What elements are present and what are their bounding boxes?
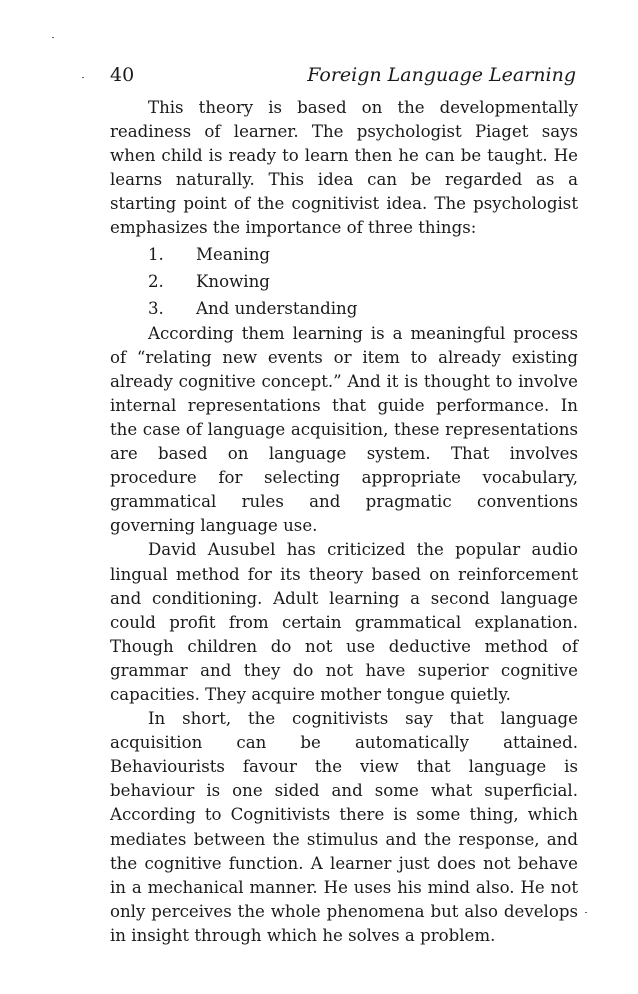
list-text: Knowing — [196, 271, 270, 291]
list-text: Meaning — [196, 244, 271, 264]
body-text — [110, 96, 578, 948]
list-text: And understanding — [196, 298, 358, 318]
paragraph: According them learning is a meaningful process of “relating new events or item to already existing already cognitive concept.” And it is thought to involve internal representations that guide performance. In the case of language acquisition, these representations are based on language system. That involves procedure for selecting appropriate vocabulary, grammatical rules and pragmatic conventions governing language use. — [110, 323, 578, 536]
list-item — [110, 295, 578, 322]
scan-speck — [82, 77, 84, 78]
scan-speck — [585, 912, 587, 913]
list-item — [110, 241, 578, 268]
list-item — [110, 268, 578, 295]
numbered-list — [110, 241, 578, 322]
paragraph: This theory is based on the developmentally readiness of learner. The psychologist Piaget says when child is ready to learn then he can be taught. He learns naturally. This idea can be regarded as a starting point of the cognitivist idea. The psychologist emphasizes the importance of three things: — [110, 98, 578, 238]
scan-speck — [52, 37, 54, 38]
page-number: 40 — [110, 64, 135, 86]
list-number: 1. — [148, 244, 164, 264]
paragraph: In short, the cognitivists say that language acquisition can be automatically attained. Behaviourists favour the view that language is behaviour is one sided and some what superficial. According to Cognitivists there is some thing, which mediates between the stimulus and the response, and the cognitive function. A learner just does not behave in a mechanical manner. He uses his mind also. He not only perceives the whole phenomena but also develops in insight through which he solves a problem. — [110, 709, 578, 945]
paragraph: David Ausubel has criticized the popular audio lingual method for its theory based on reinforcement and conditioning. Adult learning a second language could profit from certain grammatical explanation. Though children do not use deductive method of grammar and they do not have superior cognitive capacities. They acquire mother tongue quietly. — [110, 540, 578, 704]
running-title: Foreign Language Learning — [307, 64, 576, 86]
list-number: 2. — [148, 271, 164, 291]
list-number: 3. — [148, 298, 164, 318]
page-header — [110, 64, 576, 94]
